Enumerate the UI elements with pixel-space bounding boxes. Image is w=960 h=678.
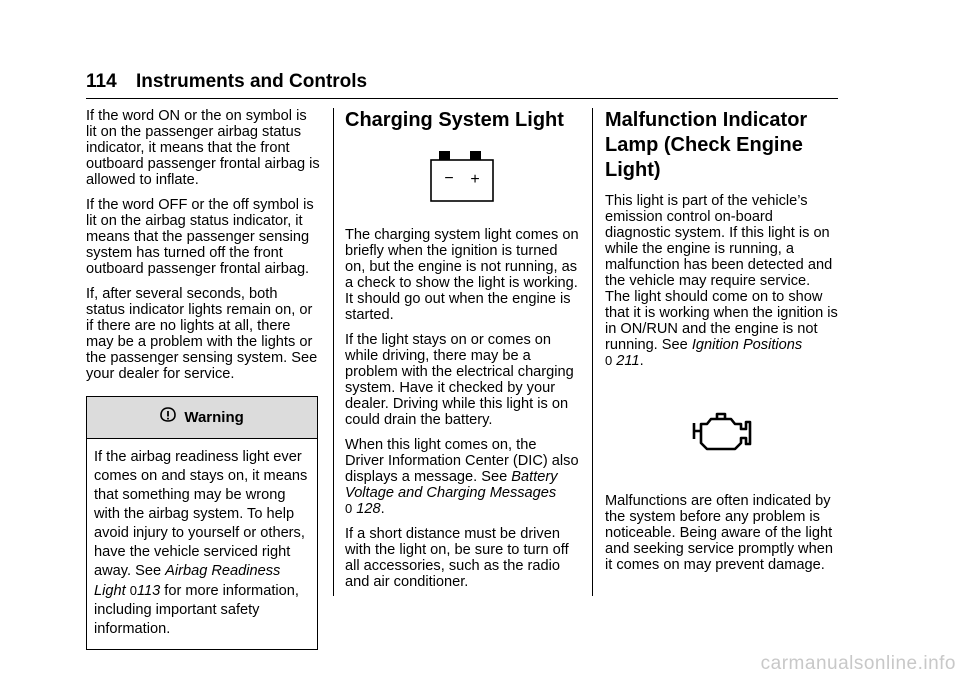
xref-battery-voltage-messages[interactable]: Battery Voltage and Charging Messages: [345, 469, 558, 501]
mil-text-before: This light is part of the vehicle’s emission control on-board diagnostic system. If this light is on while the engine is running, a malfunction has been detected and the vehicle may require service. The light should come on to show that it is working when the ignition is in ON/RUN and the engine is not running. See: [605, 193, 838, 353]
warning-box: [86, 396, 318, 650]
battery-charging-icon: [429, 149, 495, 207]
column-1: [86, 108, 320, 650]
warning-icon: [160, 407, 176, 429]
battery-plus: +: [470, 171, 480, 188]
xref-page-number[interactable]: 211: [616, 353, 640, 369]
warning-body: [87, 439, 317, 649]
column-divider-1: [333, 108, 334, 596]
paragraph-both-lights: If, after several seconds, both status indicator lights remain on, or if there are no lights at all, there may be a problem with the lights or the passenger sensing system. See your dealer for service.: [86, 286, 318, 382]
check-engine-icon: [691, 411, 753, 455]
mil-text-after: .: [639, 353, 644, 369]
xref-airbag-readiness-light[interactable]: Airbag Readiness Light: [94, 563, 281, 599]
xref-page-number[interactable]: 128: [356, 501, 381, 517]
xref-arrow-icon: 0: [129, 583, 137, 598]
paragraph-mil-description: [605, 193, 839, 369]
paragraph-malfunction-early: Malfunctions are often indicated by the system before any problem is noticeable. Being aware of the light and seeking service promptly when it comes on may prevent damage.: [605, 493, 833, 573]
warning-text-after: for more information, including important safety information.: [94, 583, 299, 637]
heading-charging-system-light: Charging System Light: [345, 109, 564, 131]
xref-arrow-icon: 0: [345, 501, 353, 516]
watermark: carmanualsonline.info: [760, 653, 956, 674]
paragraph-charging-check: The charging system light comes on briefly when the ignition is turned on, but the engine is not running, as a check to show the light is working. It should go out when the engine is started.: [345, 227, 579, 323]
paragraph-on-symbol: If the word ON or the on symbol is lit on the passenger airbag status indicator, it means that the front outboard passenger frontal airbag is allowed to inflate.: [86, 108, 320, 188]
xref-ignition-positions[interactable]: Ignition Positions: [691, 337, 803, 353]
paragraph-dic-message: [345, 437, 579, 517]
column-3: [605, 108, 839, 582]
column-divider-2: [592, 108, 593, 596]
paragraph-off-symbol: If the word OFF or the off symbol is lit on the airbag status indicator, it means that the passenger sensing system has turned off the front outboard passenger frontal airbag.: [86, 197, 314, 277]
column-2: [345, 108, 579, 599]
battery-minus: −: [444, 170, 454, 187]
paragraph-short-distance: If a short distance must be driven with the light on, be sure to turn off all accessories, such as the radio and air conditioner.: [345, 526, 569, 590]
warning-text-before: If the airbag readiness light ever comes on and stays on, it means that something may be wrong with the airbag system. To help avoid injury to yourself or others, have the vehicle serviced right away. See: [94, 449, 308, 579]
heading-malfunction-indicator-lamp: Malfunction Indicator Lamp (Check Engine Light): [605, 109, 808, 181]
header-rule: [86, 98, 838, 99]
page-number: 114: [86, 71, 117, 92]
section-title: Instruments and Controls: [135, 71, 368, 92]
dic-text-after: .: [380, 501, 385, 517]
warning-header: [87, 397, 317, 439]
page-header: [86, 71, 838, 93]
paragraph-charging-problem: If the light stays on or comes on while driving, there may be a problem with the electrical charging system. Have it checked by your dealer. Driving while this light is on could drain the battery.: [345, 332, 574, 428]
dic-text-before: When this light comes on, the Driver Information Center (DIC) also displays a message. See: [345, 437, 579, 485]
warning-title: Warning: [184, 409, 244, 426]
xref-arrow-icon: 0: [605, 353, 613, 368]
xref-page-number[interactable]: 113: [136, 583, 161, 599]
